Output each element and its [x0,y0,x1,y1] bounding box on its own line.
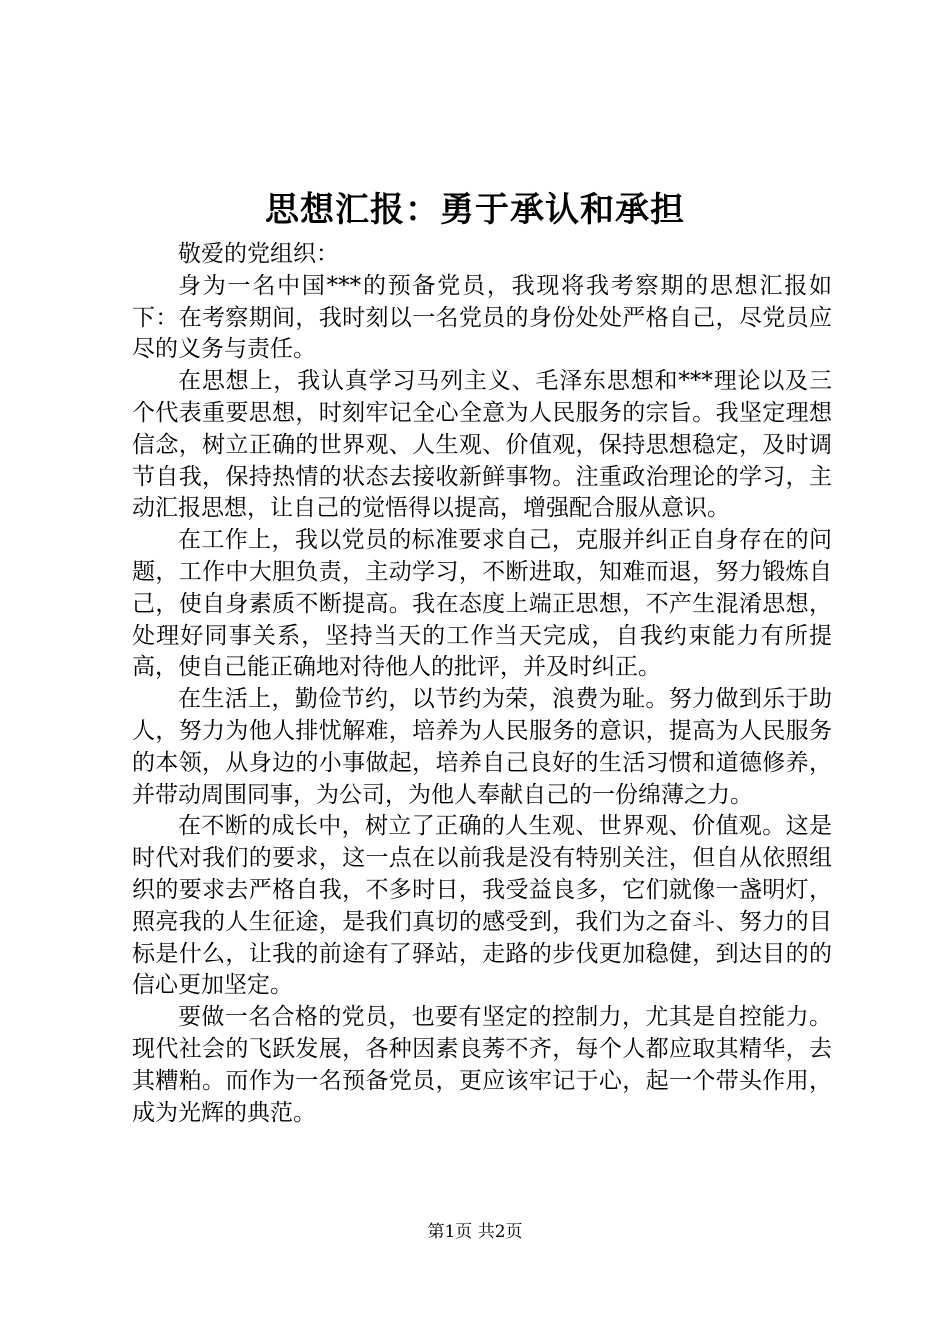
paragraph: 在工作上，我以党员的标准要求自己，克服并纠正自身存在的问题，工作中大胆负责，主动学习，不断进取，知难而退，努力锻炼自己，使自身素质不断提高。我在态度上端正思想，不产生混淆思想，处理好同事关系，坚持当天的工作当天完成，自我约束能力有所提高，使自己能正确地对待他人的批评，并及时纠正。 [132,527,832,681]
paragraph: 在思想上，我认真学习马列主义、毛泽东思想和***理论以及三个代表重要思想，时刻牢记全心全意为人民服务的宗旨。我坚定理想信念，树立正确的世界观、人生观、价值观，保持思想稳定，及时调节自我，保持热情的状态去接收新鲜事物。注重政治理论的学习，主动汇报思想，让自己的觉悟得以提高，增强配合服从意识。 [132,368,832,522]
document-body [132,239,832,1129]
paragraph: 身为一名中国***的预备党员，我现将我考察期的思想汇报如下：在考察期间，我时刻以一名党员的身份处处严格自己，尽党员应尽的义务与责任。 [132,272,832,363]
document-title: 思想汇报：勇于承认和承担 [265,190,685,230]
paragraph: 要做一名合格的党员，也要有坚定的控制力，尤其是自控能力。现代社会的飞跃发展，各种因素良莠不齐，每个人都应取其精华，去其糟粕。而作为一名预备党员，更应该牢记于心，起一个带头作用，成为光辉的典范。 [132,1004,832,1126]
paragraph: 在生活上，勤俭节约，以节约为荣，浪费为耻。努力做到乐于助人，努力为他人排忧解难，培养为人民服务的意识，提高为人民服务的本领，从身边的小事做起，培养自己良好的生活习惯和道德修养，并带动周围同事，为公司，为他人奉献自己的一份绵薄之力。 [132,686,832,808]
paragraph: 在不断的成长中，树立了正确的人生观、世界观、价值观。这是时代对我们的要求，这一点在以前我是没有特别关注，但自从依照组织的要求去严格自我，不多时日，我受益良多，它们就像一盏明灯，照亮我的人生征途，是我们真切的感受到，我们为之奋斗、努力的目标是什么，让我的前途有了驿站，走路的步伐更加稳健，到达目的的信心更加坚定。 [132,813,832,999]
salutation: 敬爱的党组织： [178,241,339,267]
page-number-footer: 第1页 共2页 [427,1222,523,1242]
